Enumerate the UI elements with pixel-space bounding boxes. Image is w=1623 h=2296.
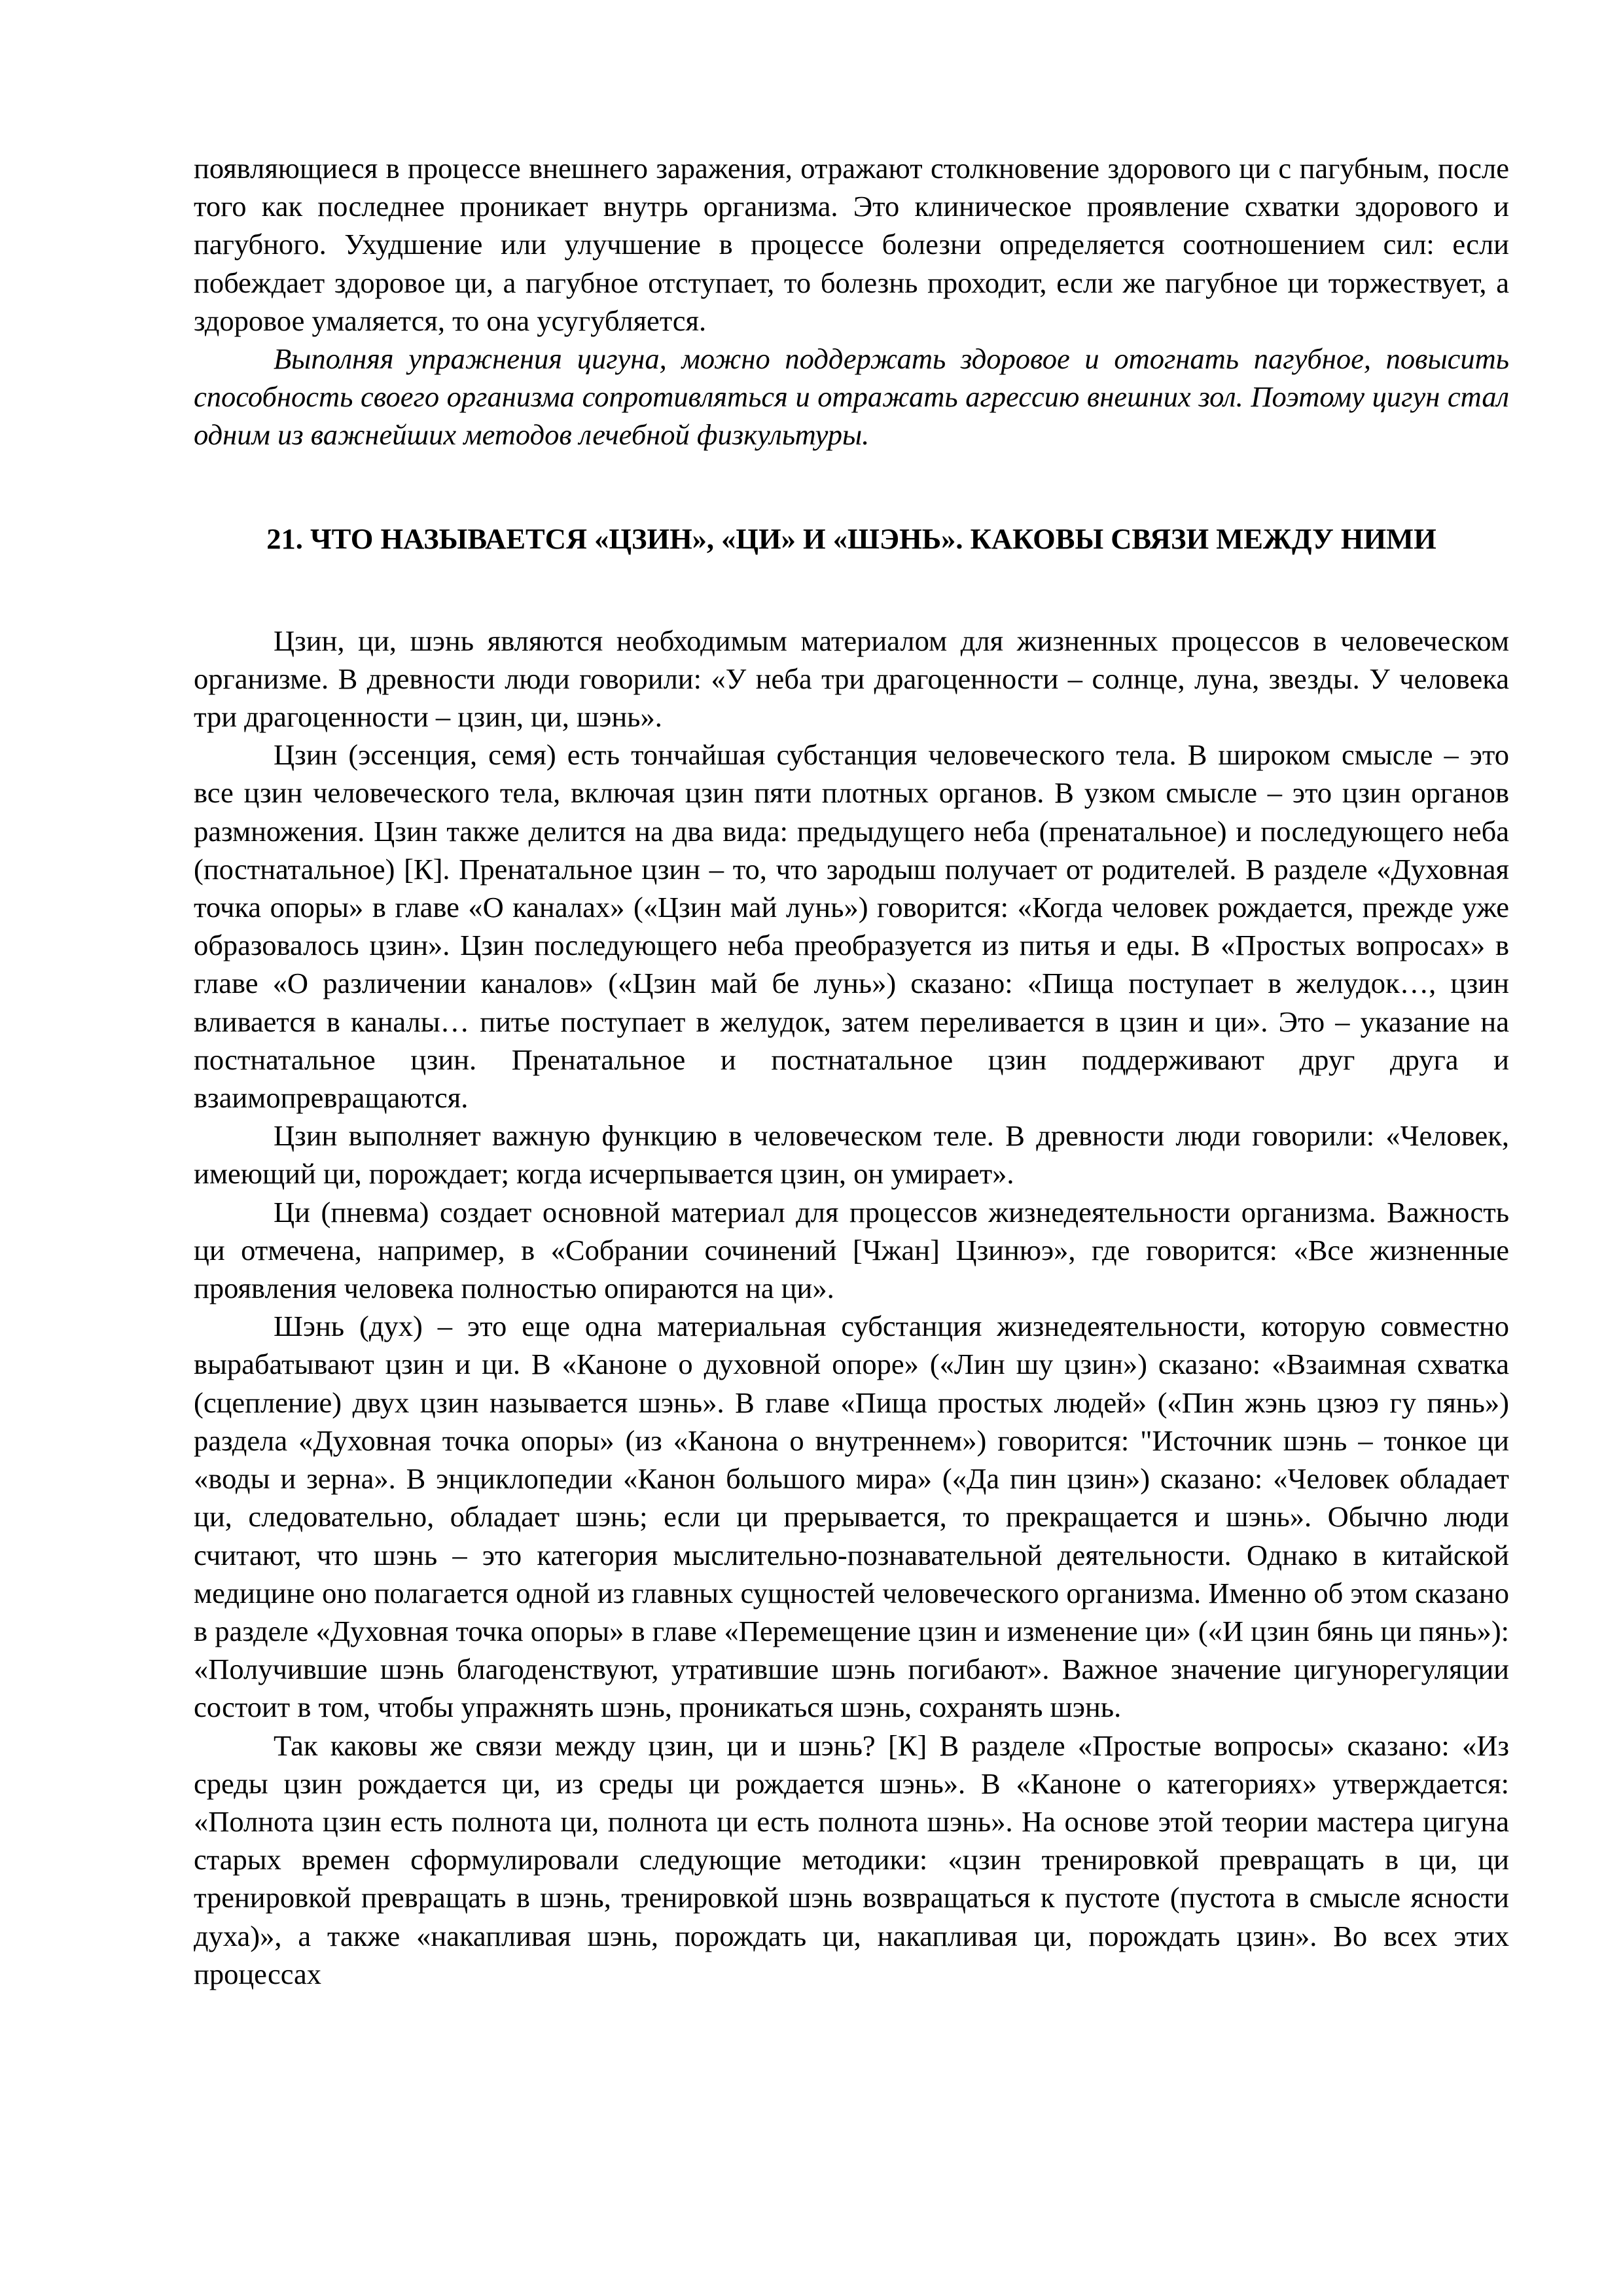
paragraph: Цзин (эссенция, семя) есть тончайшая субстанция человеческого тела. В широком смысле – это все цзин человеческого тела, включая цзин пяти плотных органов. В узком смысле – это цзин органов размножения. Цзин также делится на два вида: предыдущего неба (пренатальное) и последующего неба (постнатальное) [К]. Пренатальное цзин – то, что зародыш получает от родителей. В разделе «Духовная точка опоры» в главе «О каналах» («Цзин май лунь») говорится: «Когда человек рождается, прежде уже образовалось цзин». Цзин последующего неба преобразуется из питья и еды. В «Простых вопросах» в главе «О различении каналов» («Цзин май бе лунь») сказано: «Пища поступает в желудок…, цзин вливается в каналы… питье поступает в желудок, затем переливается в цзин и ци». Это – указание на постнатальное цзин. Пренатальное и постнатальное цзин поддерживают друг друга и взаимопревращаются. (194, 738, 1509, 1115)
paragraph: Цзин, ци, шэнь являются необходимым материалом для жизненных процессов в человеческом организме. В древности люди говорили: «У неба три драгоценности – солнце, луна, звезды. У человека три драгоценности – цзин, ци, шэнь». (194, 624, 1509, 734)
paragraph: Цзин выполняет важную функцию в человеческом теле. В древности люди говорили: «Человек, имеющий ци, порождает; когда исчерпывается цзин, он умирает». (194, 1119, 1509, 1191)
paragraph-continued: появляющиеся в процессе внешнего заражения, отражают столкновение здорового ци с пагубным, после того как последнее проникает внутрь организма. Это клиническое проявление схватки здорового и пагубного. Ухудшение или улучшение в процессе болезни определяется соотношением сил: если побеждает здоровое ци, а пагубное отступает, то болезнь проходит, если же пагубное ци торжествует, а здоровое умаляется, то она усугубляется. (194, 152, 1509, 337)
paragraph: Ци (пневма) создает основной материал для процессов жизнедеятельности организма. Важность ци отмечена, например, в «Собрании сочинений [Чжан] Цзинюэ», где говорится: «Все жизненные проявления человека полностью опираются на ци». (194, 1195, 1509, 1305)
document-page (194, 149, 1509, 1993)
paragraph: Шэнь (дух) – это еще одна материальная субстанция жизнедеятельности, которую совместно вырабатывают цзин и ци. В «Каноне о духовной опоре» («Лин шу цзин») сказано: «Взаимная схватка (сцепление) двух цзин называется шэнь». В главе «Пища простых людей» («Пин жэнь цзюэ гу пянь») раздела «Духовная точка опоры» (из «Канона о внутреннем») говорится: "Источник шэнь – тонкое ци «воды и зерна». В энциклопедии «Канон большого мира» («Да пин цзин») сказано: «Человек обладает ци, следовательно, обладает шэнь; если ци прерывается, то прекращается и шэнь». Обычно люди считают, что шэнь – это категория мыслительно-познавательной деятельности. Однако в китайской медицине оно полагается одной из главных сущностей человеческого организма. Именно об этом сказано в разделе «Духовная точка опоры» в главе «Перемещение цзин и изменение ци» («И цзин бянь ци пянь»): «Получившие шэнь благоденствуют, утратившие шэнь погибают». Важное значение цигунорегуляции состоит в том, чтобы упражнять шэнь, проникаться шэнь, сохранять шэнь. (194, 1310, 1509, 1724)
paragraph: Так каковы же связи между цзин, ци и шэнь? [К] В разделе «Простые вопросы» сказано: «Из среды цзин рождается ци, из среды ци рождается шэнь». В «Каноне о категориях» утверждается: «Полнота цзин есть полнота ци, полнота ци есть полнота шэнь». На основе этой теории мастера цигуна старых времен сформулировали следующие методики: «цзин тренировкой превращать в ци, ци тренировкой превращать в шэнь, тренировкой шэнь возвращаться к пустоте (пустота в смысле ясности духа)», а также «накапливая шэнь, порождать ци, накапливая ци, порождать цзин». Во всех этих процессах (194, 1729, 1509, 1990)
paragraph-italic-summary: Выполняя упражнения цигуна, можно поддержать здоровое и отогнать пагубное, повысить способность своего организма сопротивляться и отражать агрессию внешних зол. Поэтому цигун стал одним из важнейших методов лечебной физкультуры. (194, 342, 1509, 452)
section-heading: 21. ЧТО НАЗЫВАЕТСЯ «ЦЗИН», «ЦИ» И «ШЭНЬ». КАКОВЫ СВЯЗИ МЕЖДУ НИМИ (266, 522, 1436, 555)
